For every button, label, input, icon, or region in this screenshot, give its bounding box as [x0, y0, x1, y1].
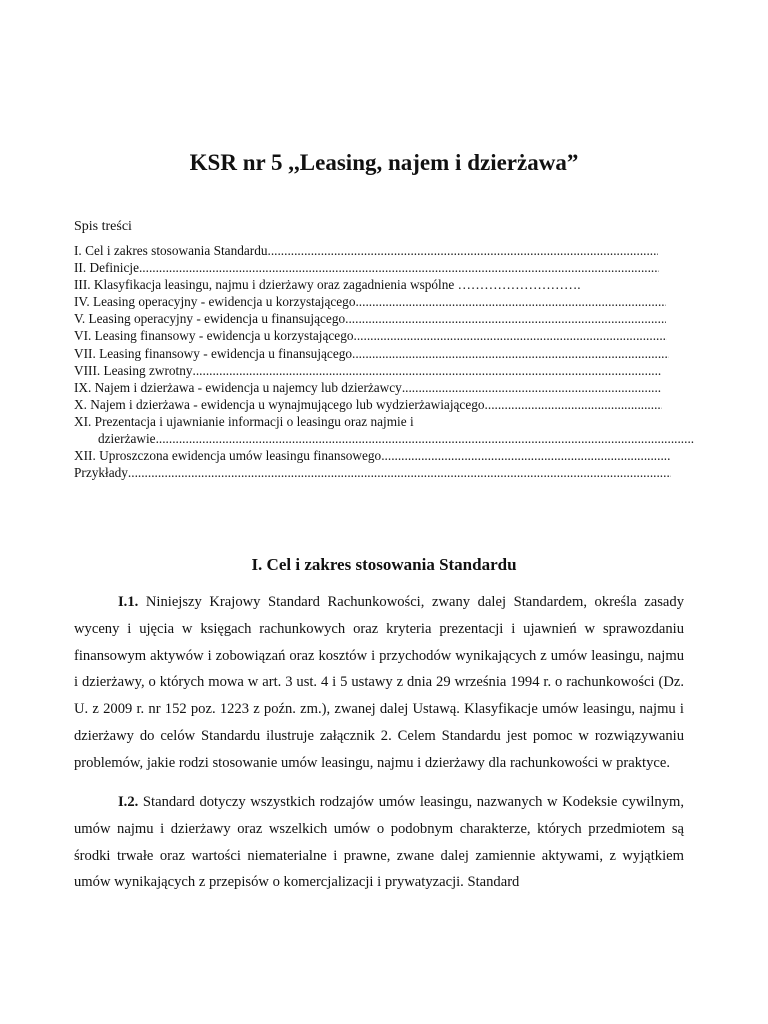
toc-item-9[interactable] [74, 379, 662, 396]
toc-item-11[interactable] [74, 413, 672, 430]
toc-heading: Spis treści [74, 219, 132, 234]
toc-item-label: V. Leasing operacyjny - ewidencja u finansującego [74, 311, 346, 327]
toc-item-label: III. Klasyfikacja leasingu, najmu i dzierżawy oraz zagadnienia wspólne ………………………. [74, 277, 581, 293]
toc-leader [485, 396, 662, 413]
toc-leader [355, 293, 666, 310]
toc-leader [193, 362, 662, 379]
toc-item-10[interactable] [74, 396, 662, 413]
toc-item-8[interactable] [74, 362, 662, 379]
toc-item-label: X. Najem i dzierżawa - ewidencja u wynajmującego lub wydzierżawiającego [74, 396, 485, 412]
toc-item-2[interactable] [74, 259, 659, 276]
toc-item-label: Przykłady [74, 465, 128, 481]
toc-leader [352, 345, 669, 362]
toc-leader [345, 310, 666, 327]
paragraph-number: I.2. [118, 794, 139, 810]
toc-item-5[interactable] [74, 310, 666, 327]
toc-leader [156, 430, 695, 447]
toc-leader [402, 379, 662, 396]
toc-item-12[interactable] [74, 447, 671, 464]
toc-item-label: VI. Leasing finansowy - ewidencja u korzystającego [74, 328, 354, 344]
toc-item-label: IX. Najem i dzierżawa - ewidencja u najemcy lub dzierżawcy [74, 379, 402, 395]
toc-item-3[interactable] [74, 276, 672, 293]
toc-item-label: VIII. Leasing zwrotny [74, 362, 193, 378]
toc-item-13[interactable] [74, 464, 671, 481]
toc-leader [381, 447, 671, 464]
toc-item-1[interactable] [74, 242, 658, 259]
toc-leader [354, 327, 667, 344]
toc-item-label: VII. Leasing finansowy - ewidencja u finansującego [74, 345, 353, 361]
toc-item-7[interactable] [74, 345, 669, 362]
toc-item-label: I. Cel i zakres stosowania Standardu [74, 243, 268, 258]
paragraph-text: Niniejszy Krajowy Standard Rachunkowości, zwany dalej Standardem, określa zasady wyceny i ujęcia w księgach rachunkowych oraz kryteria prezentacji i ujawnień w sprawozdaniu finansowym aktywów i zobowiązań oraz kosztów i przychodów wynikających z umów leasingu, najmu i dzierżawy, o których mowa w art. 3 ust. 4 i 5 ustawy z dnia 29 września 1994 r. o rachunkowości (Dz. U. z 2009 r. nr 152 poz. 1223 z poźn. zm.), zwanej dalej Ustawą. Klasyfikacje umów leasingu, najmu i dzierżawy do celów Standardu ilustruje załącznik 2. Celem Standardu jest pomoc w rozwiązywaniu problemów, jakie rodzi stosowanie umów leasingu, najmu i dzierżawy dla rachunkowości w praktyce. [74, 594, 684, 771]
table-of-contents [74, 242, 672, 481]
toc-item-label: XII. Uproszczona ewidencja umów leasingu finansowego [74, 448, 382, 464]
toc-item-label: IV. Leasing operacyjny - ewidencja u korzystającego [74, 294, 356, 310]
toc-leader [139, 259, 659, 276]
toc-item-11-continued[interactable] [74, 430, 695, 447]
section-title: I. Cel i zakres stosowania Standardu [251, 555, 517, 574]
toc-item-6[interactable] [74, 327, 667, 344]
paragraph-i1 [74, 589, 684, 777]
toc-item-label: XI. Prezentacja i ujawnianie informacji o leasingu oraz najmie i [74, 413, 414, 429]
toc-item-label: II. Definicje [74, 260, 139, 276]
toc-leader [128, 464, 671, 481]
toc-leader [268, 242, 659, 259]
toc-item-4[interactable] [74, 293, 666, 310]
paragraph-number: I.1. [118, 594, 139, 610]
paragraph-text: Standard dotyczy wszystkich rodzajów umów leasingu, nazwanych w Kodeksie cywilnym, umów najmu i dzierżawy oraz wszelkich umów o podobnym charakterze, których przedmiotem są środki trwałe oraz wartości niematerialne i prawne, zwane dalej zamiennie aktywami, z wyjątkiem umów wynikających z przepisów o komercjalizacji i prywatyzacji. Standard [74, 794, 684, 891]
document-title: KSR nr 5 ,,Leasing, najem i dzierżawa” [189, 150, 579, 175]
toc-item-label: dzierżawie [98, 431, 156, 447]
paragraph-i2 [74, 789, 684, 896]
